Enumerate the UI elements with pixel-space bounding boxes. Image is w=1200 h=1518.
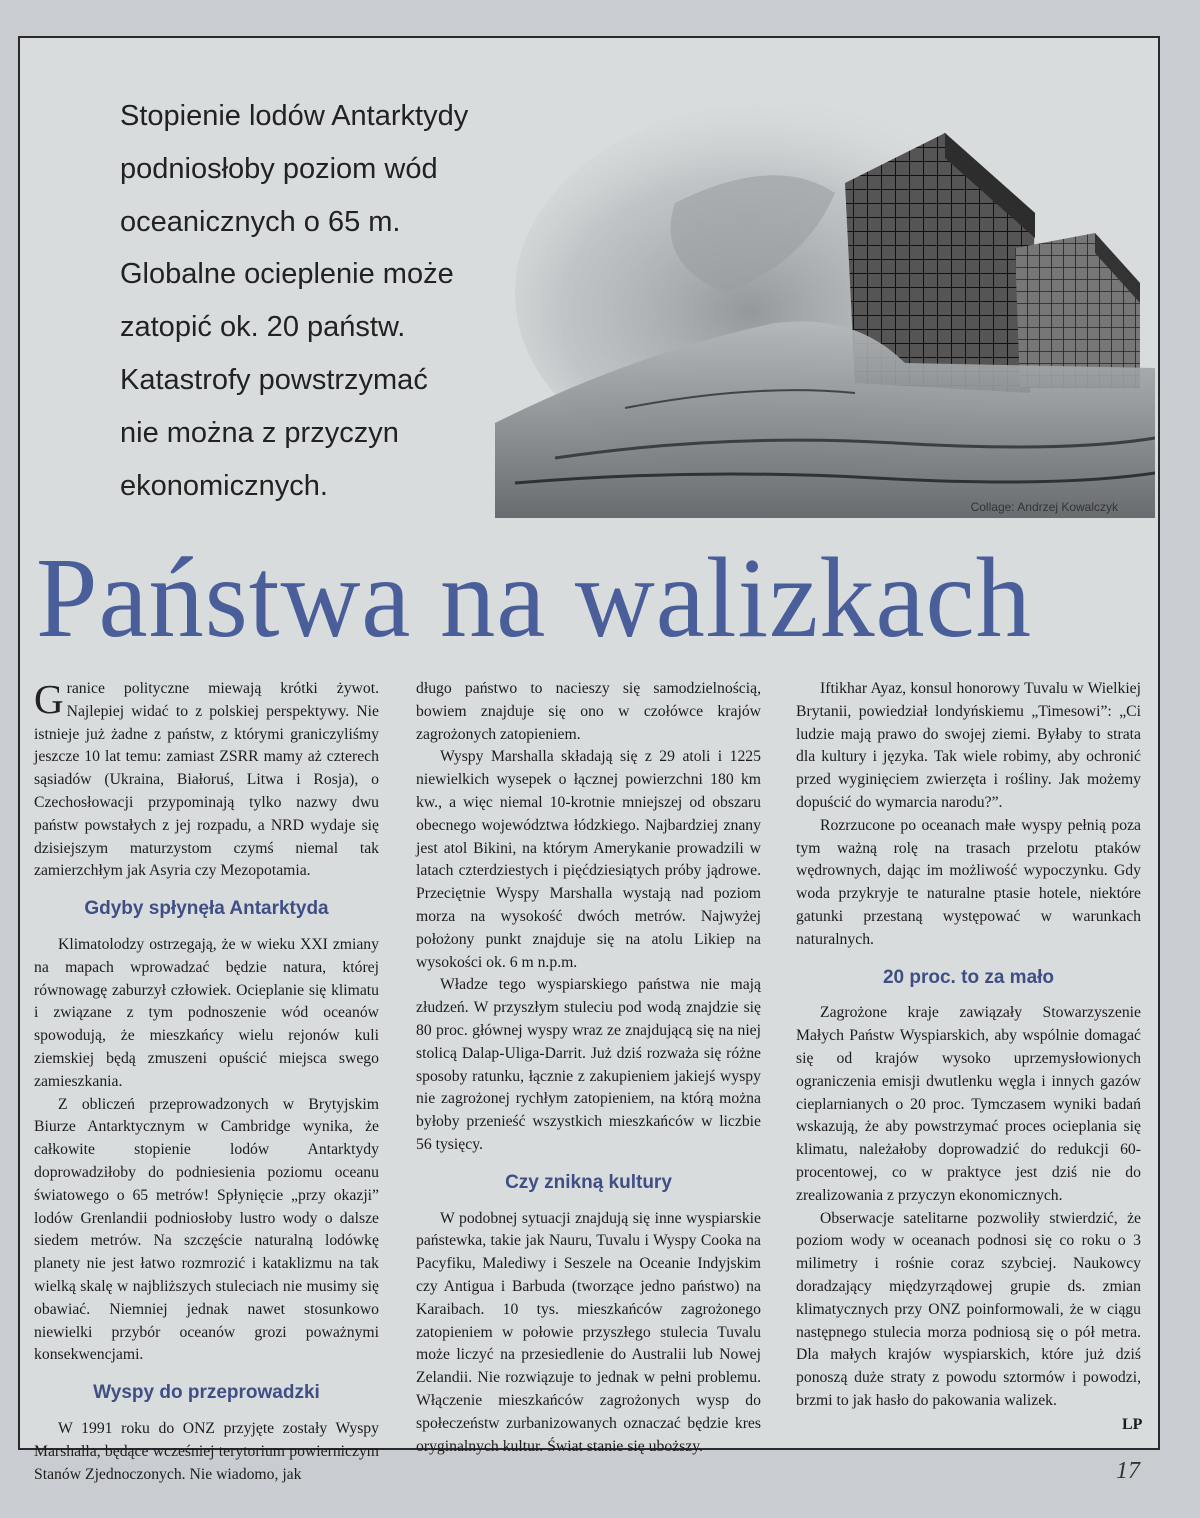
paragraph: Klimatolodzy ostrzegają, że w wieku XXI zmiany na mapach wprowadzać będzie natura, której równowagę zaburzył człowiek. Ocieplanie się klimatu i związane z tym podnoszenie wód oceanów spowodują, że mieszkańcy wielu rejonów kuli ziemskiej będą zmuszeni opuścić miejsca swego zamieszkania. bbox=[34, 935, 379, 1090]
paragraph: Z obliczeń przeprowadzonych w Brytyjskim Biurze Antarktycznym w Cambridge wynika, że całkowite stopienie lodów Antarktydy doprowadziłoby do podniesienia poziomu oceanu światowego o 65 metrów! Spłynięcie „przy okazji” lodów Grenlandii podniosłoby lustro wody o dalsze siedem metrów. Na szczęście naturalną lodówkę planety nie jest łatwo rozmrozić i kataklizmu na tak wielką skalę w najbliższych stuleciach nie musimy się obawiać. Niemniej jednak nawet stosunkowo niewielki przybór oceanów grozi poważnymi konsekwencjami. bbox=[34, 1095, 379, 1364]
paragraph: długo państwo to nacieszy się samodzielnością, bowiem znajduje się ono w czołówce krajów zagrożonych zatopieniem. bbox=[416, 680, 761, 743]
lead-text bbox=[120, 90, 560, 512]
paragraph: W 1991 roku do ONZ przyjęte zostały Wyspy Marshalla, będące wcześniej terytorium powierniczym Stanów Zjednoczonych. Nie wiadomo, jak bbox=[34, 1419, 379, 1483]
author-signature: LP bbox=[1122, 1416, 1143, 1433]
paragraph: Iftikhar Ayaz, konsul honorowy Tuvalu w Wielkiej Brytanii, powiedział londyńskiemu „Timesowi”: „Ci ludzie mają prawo do swojej ziemi. Byłaby to strata dla kultury i języka. Tak wiele robimy, aby ochronić przed wyginięciem zwierzęta i rośliny. Jak możemy dopuścić do wymarcia narodu?”. bbox=[796, 680, 1141, 811]
collage-wave-buildings-image bbox=[475, 63, 1155, 518]
lead-line: nie można z przyczyn bbox=[120, 416, 399, 449]
subheading: 20 proc. to za mało bbox=[882, 966, 1055, 988]
page-number: 17 bbox=[1116, 1458, 1140, 1484]
paragraph: W podobnej sytuacji znajdują się inne wyspiarskie państewka, takie jak Nauru, Tuvalu i Wyspy Cooka na Pacyfiku, Malediwy i Seszele na Oceanie Indyjskim czy Antigua i Barbuda (tworzące jedno państwo) na Karaibach. 10 tys. mieszkańców zagrożonego zatopieniem w połowie przyszłego stulecia Tuvalu może liczyć na przesiedlenie do Australii lub Nowej Zelandii. Nie rozwiązuje to jednak w pełni problemu. Włączenie mieszkańców zagrożonych wysp do społeczeństw zurbanizowanych oznaczać będzie kres oryginalnych kultur. Świat stanie się uboższy. bbox=[416, 1209, 761, 1455]
lead-line: podniosłoby poziom wód bbox=[120, 152, 438, 185]
drop-cap: G bbox=[34, 676, 64, 722]
article-column-2 bbox=[416, 678, 761, 1458]
paragraph: Rozrzucone po oceanach małe wyspy pełnią poza tym ważną rolę na trasach przelotu ptaków wędrownych, dając im możliwość wypoczynku. Gdy woda przykryje te naturalne ptasie hotele, niektóre gatunki przestaną występować w warunkach naturalnych. bbox=[796, 816, 1141, 948]
paragraph: Zagrożone kraje zawiązały Stowarzyszenie Małych Państw Wyspiarskich, aby wspólnie domagać się od krajów wysoko uprzemysłowionych ograniczenia emisji dwutlenku węgla i innych gazów cieplarnianych o 20 proc. Tymczasem wyniki badań wskazują, że aby powstrzymać proces ocieplania się klimatu, należałoby doprowadzić do redukcji 60-procentowej, co w praktyce jest dziś nie do zrealizowania z przyczyn ekonomicznych. bbox=[796, 1004, 1141, 1204]
article-column-1 bbox=[34, 678, 379, 1486]
image-credit: Collage: Andrzej Kowalczyk bbox=[970, 500, 1118, 514]
paragraph: Wyspy Marshalla składają się z 29 atoli i 1225 niewielkich wysepek o łącznej powierzchni 180 km kw., a więc niemal 10-krotnie mniejszej od obszaru obecnego województwa łódzkiego. Najbardziej znany jest atol Bikini, na którym Amerykanie prowadzili w latach czterdziestych i pięćdziesiątych próby jądrowe. Przeciętnie Wyspy Marshalla wystają nad poziom morza na wysokość dwóch metrów. Najwyżej położony punkt znajduje się na atolu Likiep na wysokości ok. 6 m n.p.m. bbox=[416, 748, 761, 971]
lead-line: Katastrofy powstrzymać bbox=[120, 363, 428, 396]
headline: Państwa na walizkach bbox=[36, 534, 1032, 661]
paragraph: Obserwacje satelitarne pozwoliły stwierdzić, że poziom wody w oceanach podnosi się co roku o 3 milimetry i rośnie coraz szybciej. Naukowcy doradzający międzyrządowej grupie ds. zmian klimatycznych przy ONZ poinformowali, że w ciągu następnego stulecia morza podniosą się o pół metra. Dla małych krajów wyspiarskich, które już dziś ponoszą duże straty z powodu sztormów i powodzi, brzmi to jak hasło do pakowania walizek. bbox=[796, 1209, 1141, 1409]
subheading: Gdyby spłynęła Antarktyda bbox=[84, 898, 329, 920]
subheading: Czy znikną kultury bbox=[505, 1171, 672, 1193]
lead-line: zatopić ok. 20 państw. bbox=[120, 311, 406, 344]
paragraph-text: ranice polityczne miewają krótki żywot. Najlepiej widać to z polskiej perspektywy. Nie istnieje już żadne z państw, z którymi graniczyliśmy jeszcze 10 lat temu: zamiast ZSRR mamy aż czterech sąsiadów (Ukraina, Białoruś, Litwa i Rosja), o Czechosłowacji przypominają tylko nazwy dwu państw powstałych z jej rozpadu, a NRD wydaje się dzisiejszym maturzystom czymś niemal tak zamierzchłym jak Asyria czy Mezopotamia. bbox=[34, 680, 379, 880]
lead-line: Globalne ocieplenie może bbox=[120, 258, 454, 291]
subheading: Wyspy do przeprowadzki bbox=[93, 1382, 320, 1404]
lead-line: Stopienie lodów Antarktydy bbox=[120, 100, 469, 132]
paragraph bbox=[34, 678, 379, 883]
article-column-3 bbox=[796, 678, 1141, 1413]
lead-line: ekonomicznych. bbox=[120, 469, 328, 502]
lead-line: oceanicznych o 65 m. bbox=[120, 205, 401, 238]
paragraph: Władze tego wyspiarskiego państwa nie mają złudzeń. W przyszłym stuleciu pod wodą znajdzie się 80 proc. głównej wyspy wraz ze znajdującą się na niej stolicą Dalap-Uliga-Darrit. Już dziś rozważa się różne sposoby ratunku, łącznie z zakupieniem jakiejś wyspy nie zagrożonej rychłym zatopieniem, na którą można byłoby przenieść wszystkich mieszkańców w liczbie 56 tysięcy. bbox=[416, 976, 761, 1153]
